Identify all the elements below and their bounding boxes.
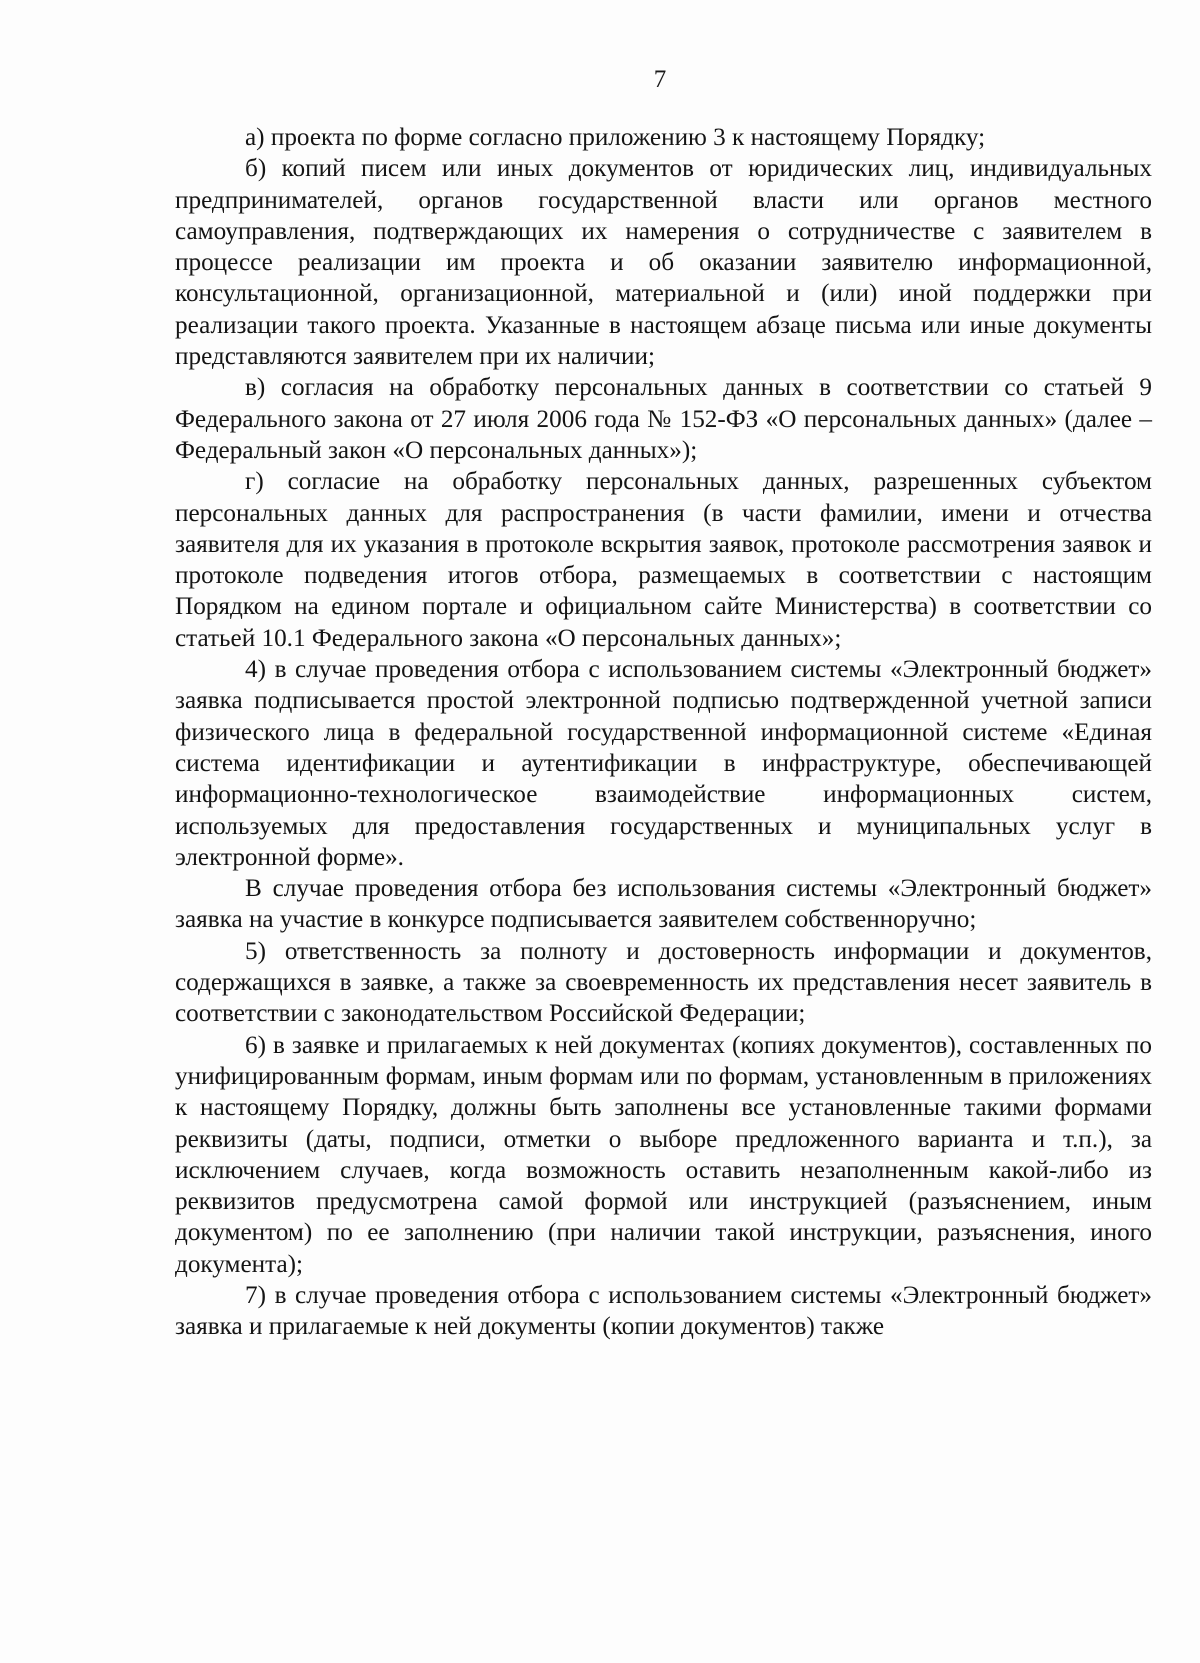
page-number: 7 — [653, 66, 667, 93]
document-body — [175, 122, 1152, 1343]
paragraph-handwritten-signature: В случае проведения отбора без использования системы «Электронный бюджет» заявка на участие в конкурсе подписывается заявителем собственноручно; — [175, 875, 1152, 934]
paragraph-a-project: а) проекта по форме согласно приложению 3 к настоящему Порядку; — [245, 124, 986, 151]
paragraph-g-consent-distribution: г) согласие на обработку персональных данных, разрешенных субъектом персональных данных для распространения (в части фамилии, имени и отчества заявителя для их указания в протоколе вскрытия заявок, протоколе рассмотрения заявок и протоколе подведения итогов отбора, размещаемых в соответствии с настоящим Порядком на едином портале и официальном сайте Министерства) в соответствии со статьей 10.1 Федерального закона «О персональных данных»; — [175, 468, 1152, 652]
paragraph-6-forms: 6) в заявке и прилагаемых к ней документах (копиях документов), составленных по унифицированным формам, иным формам или по формам, установленным в приложениях к настоящему Порядку, должны быть заполнены все установленные такими формами реквизиты (даты, подписи, отметки о выборе предложенного варианта и т.п.), за исключением случаев, когда возможность оставить незаполненным какой-либо из реквизитов предусмотрена самой формой или инструкцией (разъяснением, иным документом) по ее заполнению (при наличии такой инструкции, разъяснения, иного документа); — [175, 1031, 1152, 1278]
paragraph-b-letters: б) копий писем или иных документов от юридических лиц, индивидуальных предпринимателей, органов государственной власти или органов местного самоуправления, подтверждающих их намерения о сотрудничестве с заявителем в процессе реализации им проекта и об оказании заявителю информационной, консультационной, организационной, материальной и (или) иной поддержки при реализации такого проекта. Указанные в настоящем абзаце письма или иные документы представляются заявителем при их наличии; — [175, 155, 1152, 371]
paragraph-7-electronic-budget: 7) в случае проведения отбора с использованием системы «Электронный бюджет» заявка и прилагаемые к ней документы (копии документов) также — [175, 1281, 1152, 1341]
paragraph-5-responsibility: 5) ответственность за полноту и достоверность информации и документов, содержащихся в заявке, а также за своевременность их представления несет заявитель в соответствии с законодательством Российской Федерации; — [175, 937, 1152, 1028]
paragraph-v-consent: в) согласия на обработку персональных данных в соответствии со статьей 9 Федерального закона от 27 июля 2006 года № 152-ФЗ «О персональных данных» (далее – Федеральный закон «О персональных данных»); — [175, 374, 1152, 464]
paragraph-4-electronic-signature: 4) в случае проведения отбора с использованием системы «Электронный бюджет» заявка подписывается простой электронной подписью подтвержденной учетной записи физического лица в федеральной государственной информационной системе «Единая система идентификации и аутентификации в инфраструктуре, обеспечивающей информационно-технологическое взаимодействие информационных систем, используемых для предоставления государственных и муниципальных услуг в электронной форме». — [175, 656, 1152, 871]
